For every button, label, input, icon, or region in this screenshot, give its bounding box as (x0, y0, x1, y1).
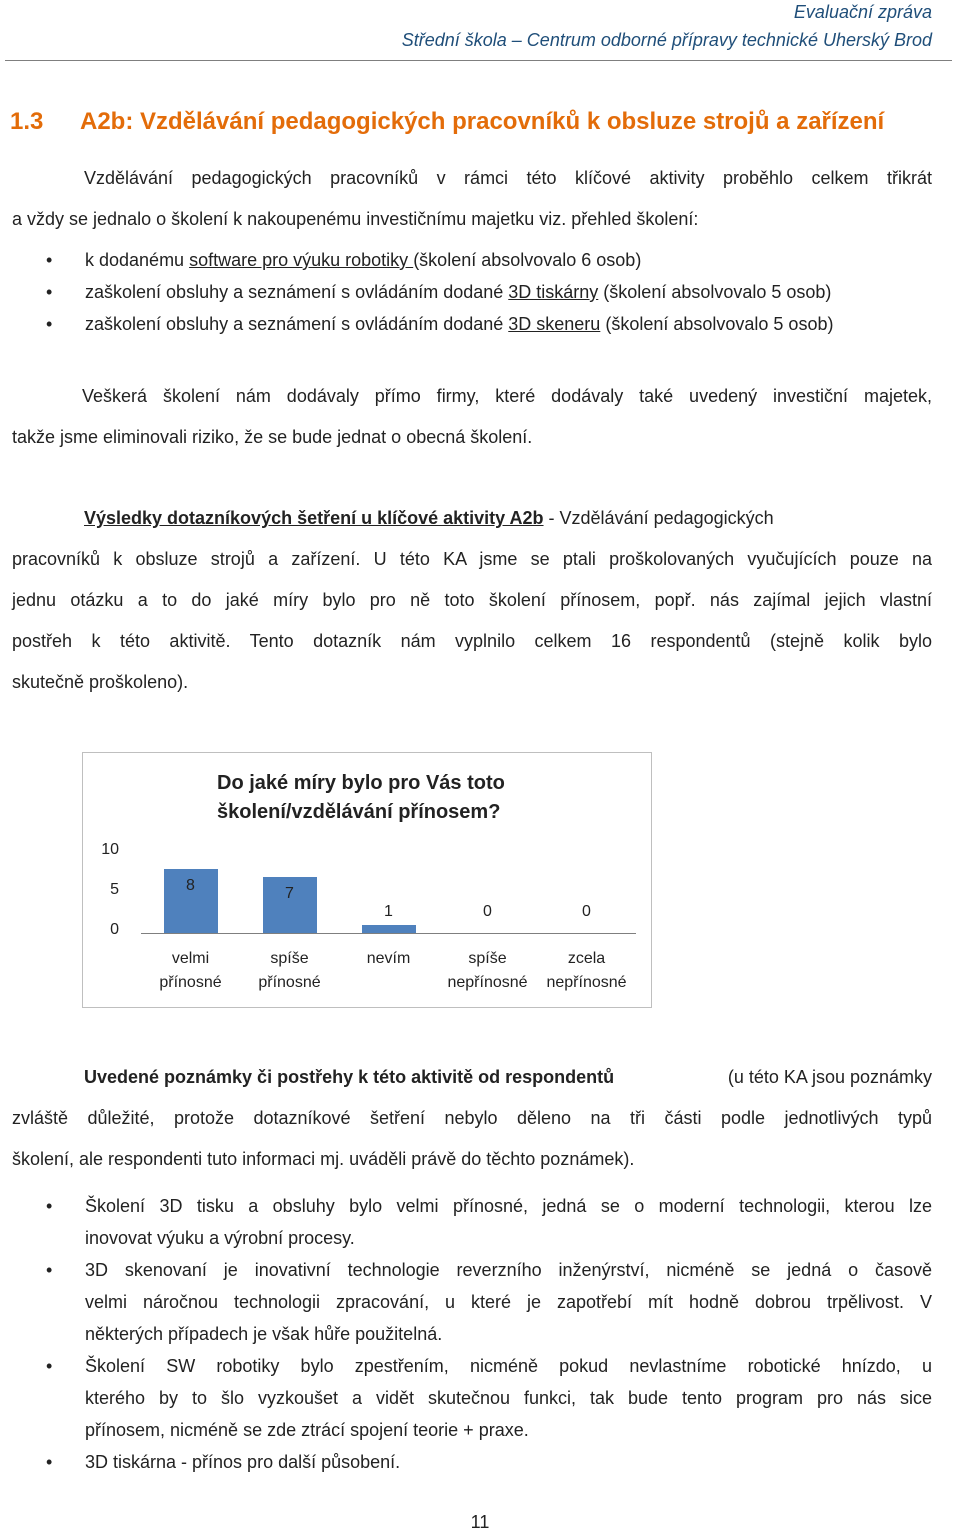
y-tick-label: 10 (101, 841, 119, 858)
training-item (12, 312, 932, 344)
intro-line-2: a vždy se jednalo o školení k nakoupenému investičnímu majetku viz. přehled školení: (12, 209, 699, 229)
para3-rest: - Vzdělávání pedagogických (543, 508, 774, 528)
data-label: 7 (285, 885, 294, 902)
section-title: A2b: Vzdělávání pedagogických pracovníků k obsluze strojů a zařízení (80, 108, 885, 135)
training-item-link: 3D skeneru (508, 314, 601, 334)
data-label: 0 (582, 903, 591, 920)
remark-item (12, 1190, 932, 1254)
notes-bold: Uvedené poznámky či postřehy k této aktivitě od respondentů (84, 1067, 615, 1087)
page-number: 11 (470, 1512, 490, 1532)
para3-line-2: pracovníků k obsluze strojů a zařízení. U této KA jsme se ptali proškolovaných vyučujících pouze na (12, 549, 932, 569)
data-label: 8 (186, 877, 195, 894)
y-tick-label: 0 (110, 921, 119, 938)
training-item-count: (školení absolvovalo 5 osob) (598, 282, 832, 302)
chart-title-line-1: Do jaké míry bylo pro Vás toto (217, 772, 505, 794)
training-item-text: k dodanému (85, 250, 190, 270)
para3-line-5: skutečně proškoleno). (12, 672, 189, 692)
training-item-count: (školení absolvovalo 5 osob) (600, 314, 834, 334)
notes-line-3: školení, ale respondenti tuto informaci mj. uváděli právě do těchto poznámek). (12, 1149, 635, 1169)
header-school: Střední škola – Centrum odborné přípravy technické Uherský Brod (401, 30, 932, 50)
header-title: Evaluační zpráva (793, 2, 932, 22)
x-axis-line (141, 933, 636, 934)
training-list (12, 248, 932, 344)
training-item-link: 3D tiskárny (508, 282, 599, 302)
training-item-text: zaškolení obsluhy a seznámení s ovládáním dodané (85, 282, 509, 302)
x-category-label: spíše přínosné (258, 950, 321, 991)
header-rule (5, 60, 952, 61)
remark-line: některých případech je však hůře použitelná. (85, 1324, 443, 1344)
remarks-list (12, 1190, 932, 1478)
y-tick-label: 5 (110, 881, 119, 898)
remark-line: • Školení 3D tisku a obsluhy bylo velmi přínosné, jedná se o moderní technologii, kterou lze (85, 1196, 932, 1216)
training-item-link: software pro výuku robotiky (189, 250, 414, 270)
training-item (12, 248, 932, 280)
para3-line-3: jednu otázku a to do jaké míry bylo pro ně toto školení přínosem, popř. nás zajímal jejich vlastní (12, 590, 932, 610)
training-item-text: zaškolení obsluhy a seznámení s ovládáním dodané (85, 314, 509, 334)
notes-rest: (u této KA jsou poznámky (727, 1067, 932, 1087)
intro-line-1: Vzdělávání pedagogických pracovníků v rámci této klíčové aktivity proběhlo celkem třikrát (84, 168, 932, 188)
bar-chart (82, 752, 652, 1008)
remark-line: kterého by to šlo vyzkoušet a vidět skutečnou funkci, tak bude tento program pro nás sice (85, 1388, 932, 1408)
remark-line: velmi náročnou technologii zpracování, u které je zapotřebí mít hodně dobrou trpělivost. V (85, 1292, 932, 1312)
training-item-count: (školení absolvovalo 6 osob) (413, 250, 642, 270)
x-category-label: velmi přínosné (159, 950, 222, 991)
remark-line: inovovat výuku a výrobní procesy. (85, 1228, 355, 1248)
remark-item (12, 1254, 932, 1350)
data-label: 1 (384, 903, 393, 920)
remark-item (12, 1350, 932, 1446)
x-category-label: nevím (366, 950, 411, 967)
x-category-label: zcela nepřínosné (546, 950, 627, 991)
remark-line: • Školení SW robotiky bylo zpestřením, nicméně pokud nevlastníme robotické hnízdo, u (85, 1356, 932, 1376)
para2-line-1: Veškerá školení nám dodávaly přímo firmy, které dodávaly také uvedený investiční majetek, (82, 386, 932, 406)
para2-line-2: takže jsme eliminovali riziko, že se bude jednat o obecná školení. (12, 427, 533, 447)
section-number: 1.3 (10, 108, 44, 135)
data-label: 0 (483, 903, 492, 920)
section-heading (10, 106, 884, 138)
training-item (12, 280, 932, 312)
bar (362, 925, 416, 933)
notes-line-1 (84, 1067, 932, 1088)
chart-title (217, 769, 505, 827)
remark-line: • 3D tiskárna - přínos pro další působení. (85, 1452, 401, 1472)
para3-bold-heading: Výsledky dotazníkových šetření u klíčové aktivity A2b (84, 508, 544, 528)
para3-line-4: postřeh k této aktivitě. Tento dotazník nám vyplnilo celkem 16 respondentů (stejně kolik bylo (12, 631, 932, 651)
x-category-label: spíše nepřínosné (447, 950, 528, 991)
remark-item (12, 1446, 932, 1478)
chart-title-line-2: školení/vzdělávání přínosem? (217, 801, 501, 823)
para3-line-1 (84, 508, 932, 529)
remark-line: přínosem, nicméně se zde ztrácí spojení teorie + praxe. (85, 1420, 529, 1440)
notes-line-2: zvláště důležité, protože dotazníkové šetření nebylo děleno na tři části podle jednotlivých typů (12, 1108, 932, 1128)
remark-line: • 3D skenovaní je inovativní technologie reverzního inženýrství, nicméně se jedná o časově (85, 1260, 932, 1280)
